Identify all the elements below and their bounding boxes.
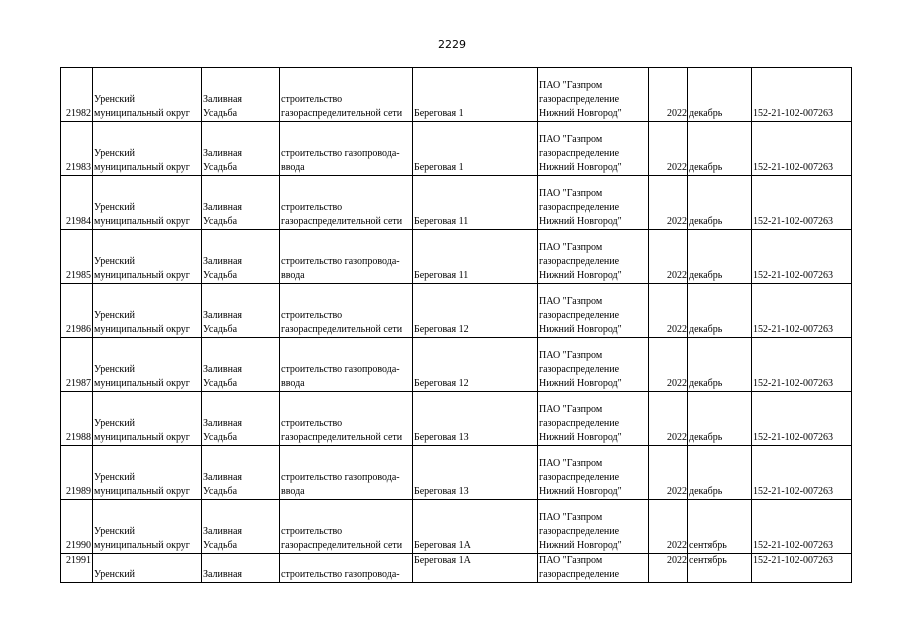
row-number (61, 68, 93, 122)
locality-cell-line: Заливная (203, 526, 242, 537)
organization-cell-line: газораспределение (539, 202, 620, 213)
table-row (61, 446, 852, 500)
registry-table-body (61, 68, 852, 583)
work-type-cell-line: строительство газопровода- (281, 569, 400, 580)
district-cell-line: муниципальный округ (94, 378, 190, 389)
district-cell-line: муниципальный округ (94, 108, 190, 119)
locality-cell-line: Заливная (203, 310, 242, 321)
month-cell (688, 284, 752, 338)
year-cell (649, 392, 688, 446)
locality-cell (202, 284, 280, 338)
address-cell-line: Береговая 11 (414, 270, 469, 281)
district-cell-line: Уренский (94, 569, 135, 580)
organization-cell-line: Нижний Новгород" (539, 540, 622, 551)
code-cell-line: 152-21-102-007263 (753, 486, 833, 497)
locality-cell (202, 554, 280, 583)
work-type-cell-line: строительство (281, 202, 343, 213)
month-cell-line: сентябрь (689, 555, 727, 566)
work-type-cell-line: строительство (281, 94, 343, 105)
code-cell (752, 338, 852, 392)
work-type-cell-line: ввода (281, 378, 305, 389)
year-cell-line: 2022 (667, 324, 687, 335)
work-type-cell (280, 554, 413, 583)
locality-cell-line: Усадьба (203, 270, 238, 281)
locality-cell (202, 230, 280, 284)
district-cell-line: муниципальный округ (94, 432, 190, 443)
row-number (61, 230, 93, 284)
work-type-cell-line: газораспределительной сети (281, 216, 403, 227)
row-number-line: 21987 (66, 378, 91, 389)
address-cell-line: Береговая 11 (414, 216, 469, 227)
work-type-cell (280, 500, 413, 554)
organization-cell-line: газораспределение (539, 94, 620, 105)
locality-cell (202, 338, 280, 392)
code-cell-line: 152-21-102-007263 (753, 108, 833, 119)
row-number (61, 122, 93, 176)
code-cell (752, 446, 852, 500)
work-type-cell-line: строительство газопровода- (281, 148, 400, 159)
code-cell (752, 392, 852, 446)
year-cell (649, 446, 688, 500)
table-row (61, 392, 852, 446)
district-cell-line: Уренский (94, 472, 135, 483)
year-cell-line: 2022 (667, 108, 687, 119)
address-cell (413, 68, 538, 122)
organization-cell (538, 176, 649, 230)
district-cell-line: Уренский (94, 418, 135, 429)
locality-cell-line: Заливная (203, 569, 242, 580)
code-cell-line: 152-21-102-007263 (753, 555, 833, 566)
district-cell-line: муниципальный округ (94, 324, 190, 335)
address-cell (413, 500, 538, 554)
code-cell-line: 152-21-102-007263 (753, 378, 833, 389)
district-cell (93, 68, 202, 122)
year-cell-line: 2022 (667, 378, 687, 389)
address-cell-line: Береговая 1А (414, 540, 471, 551)
locality-cell-line: Усадьба (203, 162, 238, 173)
work-type-cell (280, 230, 413, 284)
year-cell-line: 2022 (667, 486, 687, 497)
work-type-cell-line: газораспределительной сети (281, 108, 403, 119)
work-type-cell-line: строительство (281, 418, 343, 429)
year-cell-line: 2022 (667, 162, 687, 173)
year-cell (649, 500, 688, 554)
page-number: 2229 (438, 38, 466, 51)
row-number-line: 21984 (66, 216, 91, 227)
code-cell (752, 284, 852, 338)
code-cell (752, 230, 852, 284)
year-cell (649, 68, 688, 122)
code-cell-line: 152-21-102-007263 (753, 540, 833, 551)
year-cell-line: 2022 (667, 432, 687, 443)
organization-cell-line: газораспределение (539, 472, 620, 483)
month-cell-line: декабрь (689, 216, 723, 227)
district-cell-line: Уренский (94, 94, 135, 105)
month-cell (688, 554, 752, 583)
organization-cell-line: ПАО "Газпром (539, 458, 603, 469)
organization-cell-line: ПАО "Газпром (539, 350, 603, 361)
work-type-cell-line: строительство (281, 526, 343, 537)
code-cell-line: 152-21-102-007263 (753, 270, 833, 281)
address-cell-line: Береговая 12 (414, 378, 469, 389)
address-cell-line: Береговая 12 (414, 324, 469, 335)
address-cell (413, 446, 538, 500)
district-cell-line: Уренский (94, 310, 135, 321)
organization-cell-line: ПАО "Газпром (539, 242, 603, 253)
code-cell-line: 152-21-102-007263 (753, 324, 833, 335)
address-cell (413, 122, 538, 176)
organization-cell-line: газораспределение (539, 148, 620, 159)
locality-cell-line: Заливная (203, 364, 242, 375)
year-cell-line: 2022 (667, 540, 687, 551)
row-number-line: 21989 (66, 486, 91, 497)
table-row (61, 230, 852, 284)
organization-cell (538, 68, 649, 122)
organization-cell-line: газораспределение (539, 526, 620, 537)
organization-cell (538, 500, 649, 554)
month-cell-line: декабрь (689, 108, 723, 119)
organization-cell-line: газораспределение (539, 364, 620, 375)
district-cell (93, 554, 202, 583)
locality-cell-line: Усадьба (203, 324, 238, 335)
year-cell-line: 2022 (667, 555, 687, 566)
organization-cell-line: ПАО "Газпром (539, 512, 603, 523)
organization-cell-line: ПАО "Газпром (539, 404, 603, 415)
month-cell (688, 392, 752, 446)
row-number (61, 392, 93, 446)
locality-cell (202, 446, 280, 500)
district-cell-line: Уренский (94, 256, 135, 267)
code-cell-line: 152-21-102-007263 (753, 216, 833, 227)
locality-cell (202, 176, 280, 230)
address-cell-line: Береговая 13 (414, 432, 469, 443)
row-number-line: 21983 (66, 162, 91, 173)
row-number (61, 176, 93, 230)
work-type-cell (280, 338, 413, 392)
table-row-partial (61, 554, 852, 583)
work-type-cell (280, 122, 413, 176)
code-cell (752, 554, 852, 583)
month-cell-line: декабрь (689, 486, 723, 497)
district-cell (93, 230, 202, 284)
row-number-line: 21991 (66, 555, 91, 566)
organization-cell (538, 554, 649, 583)
work-type-cell (280, 68, 413, 122)
work-type-cell-line: ввода (281, 486, 305, 497)
work-type-cell-line: газораспределительной сети (281, 324, 403, 335)
work-type-cell-line: газораспределительной сети (281, 540, 403, 551)
code-cell (752, 68, 852, 122)
month-cell (688, 176, 752, 230)
table-row (61, 284, 852, 338)
organization-cell-line: Нижний Новгород" (539, 486, 622, 497)
locality-cell (202, 122, 280, 176)
locality-cell-line: Заливная (203, 256, 242, 267)
address-cell (413, 392, 538, 446)
address-cell-line: Береговая 1 (414, 108, 464, 119)
row-number (61, 500, 93, 554)
district-cell-line: муниципальный округ (94, 162, 190, 173)
work-type-cell (280, 284, 413, 338)
work-type-cell-line: строительство газопровода- (281, 364, 400, 375)
month-cell (688, 446, 752, 500)
organization-cell-line: Нижний Новгород" (539, 378, 622, 389)
work-type-cell-line: ввода (281, 162, 305, 173)
row-number (61, 284, 93, 338)
row-number-line: 21982 (66, 108, 91, 119)
row-number-line: 21986 (66, 324, 91, 335)
month-cell (688, 122, 752, 176)
code-cell (752, 176, 852, 230)
district-cell (93, 392, 202, 446)
row-number (61, 338, 93, 392)
work-type-cell-line: строительство газопровода- (281, 256, 400, 267)
month-cell (688, 500, 752, 554)
month-cell (688, 230, 752, 284)
address-cell-line: Береговая 1А (414, 555, 471, 566)
row-number (61, 554, 93, 583)
organization-cell-line: Нижний Новгород" (539, 108, 622, 119)
work-type-cell-line: строительство (281, 310, 343, 321)
year-cell-line: 2022 (667, 216, 687, 227)
locality-cell-line: Усадьба (203, 432, 238, 443)
locality-cell-line: Заливная (203, 148, 242, 159)
district-cell-line: муниципальный округ (94, 270, 190, 281)
organization-cell-line: газораспределение (539, 256, 620, 267)
work-type-cell (280, 392, 413, 446)
district-cell (93, 122, 202, 176)
locality-cell-line: Заливная (203, 472, 242, 483)
table-row (61, 122, 852, 176)
organization-cell-line: ПАО "Газпром (539, 188, 603, 199)
district-cell (93, 446, 202, 500)
address-cell-line: Береговая 1 (414, 162, 464, 173)
table-row (61, 500, 852, 554)
month-cell-line: сентябрь (689, 540, 727, 551)
month-cell (688, 338, 752, 392)
organization-cell-line: газораспределение (539, 310, 620, 321)
locality-cell-line: Заливная (203, 202, 242, 213)
organization-cell-line: Нижний Новгород" (539, 270, 622, 281)
locality-cell-line: Усадьба (203, 378, 238, 389)
work-type-cell (280, 446, 413, 500)
organization-cell (538, 230, 649, 284)
work-type-cell-line: ввода (281, 270, 305, 281)
month-cell (688, 68, 752, 122)
month-cell-line: декабрь (689, 378, 723, 389)
district-cell-line: Уренский (94, 148, 135, 159)
district-cell-line: муниципальный округ (94, 486, 190, 497)
year-cell (649, 338, 688, 392)
month-cell-line: декабрь (689, 270, 723, 281)
table-row (61, 176, 852, 230)
district-cell-line: Уренский (94, 526, 135, 537)
organization-cell (538, 284, 649, 338)
district-cell-line: Уренский (94, 364, 135, 375)
code-cell-line: 152-21-102-007263 (753, 432, 833, 443)
year-cell (649, 176, 688, 230)
address-cell-line: Береговая 13 (414, 486, 469, 497)
locality-cell-line: Заливная (203, 94, 242, 105)
district-cell-line: муниципальный округ (94, 540, 190, 551)
organization-cell-line: газораспределение (539, 418, 620, 429)
locality-cell (202, 500, 280, 554)
district-cell (93, 500, 202, 554)
code-cell (752, 500, 852, 554)
year-cell (649, 230, 688, 284)
organization-cell-line: ПАО "Газпром (539, 80, 603, 91)
organization-cell (538, 392, 649, 446)
locality-cell (202, 68, 280, 122)
locality-cell-line: Усадьба (203, 540, 238, 551)
locality-cell-line: Заливная (203, 418, 242, 429)
row-number (61, 446, 93, 500)
row-number-line: 21988 (66, 432, 91, 443)
organization-cell (538, 446, 649, 500)
organization-cell-line: ПАО "Газпром (539, 134, 603, 145)
address-cell (413, 284, 538, 338)
work-type-cell-line: газораспределительной сети (281, 432, 403, 443)
registry-table (60, 67, 852, 583)
district-cell-line: муниципальный округ (94, 216, 190, 227)
locality-cell (202, 392, 280, 446)
organization-cell-line: ПАО "Газпром (539, 296, 603, 307)
district-cell (93, 338, 202, 392)
work-type-cell (280, 176, 413, 230)
year-cell (649, 284, 688, 338)
locality-cell-line: Усадьба (203, 108, 238, 119)
organization-cell (538, 338, 649, 392)
code-cell-line: 152-21-102-007263 (753, 162, 833, 173)
table-row (61, 338, 852, 392)
month-cell-line: декабрь (689, 432, 723, 443)
row-number-line: 21985 (66, 270, 91, 281)
district-cell (93, 284, 202, 338)
organization-cell-line: Нижний Новгород" (539, 162, 622, 173)
month-cell-line: декабрь (689, 162, 723, 173)
district-cell (93, 176, 202, 230)
year-cell-line: 2022 (667, 270, 687, 281)
table-row (61, 68, 852, 122)
year-cell (649, 554, 688, 583)
organization-cell-line: Нижний Новгород" (539, 324, 622, 335)
organization-cell-line: газораспределение (539, 569, 620, 580)
address-cell (413, 338, 538, 392)
year-cell (649, 122, 688, 176)
address-cell (413, 230, 538, 284)
organization-cell (538, 122, 649, 176)
locality-cell-line: Усадьба (203, 216, 238, 227)
row-number-line: 21990 (66, 540, 91, 551)
address-cell (413, 554, 538, 583)
locality-cell-line: Усадьба (203, 486, 238, 497)
code-cell (752, 122, 852, 176)
work-type-cell-line: строительство газопровода- (281, 472, 400, 483)
organization-cell-line: Нижний Новгород" (539, 432, 622, 443)
district-cell-line: Уренский (94, 202, 135, 213)
address-cell (413, 176, 538, 230)
month-cell-line: декабрь (689, 324, 723, 335)
organization-cell-line: ПАО "Газпром (539, 555, 603, 566)
organization-cell-line: Нижний Новгород" (539, 216, 622, 227)
